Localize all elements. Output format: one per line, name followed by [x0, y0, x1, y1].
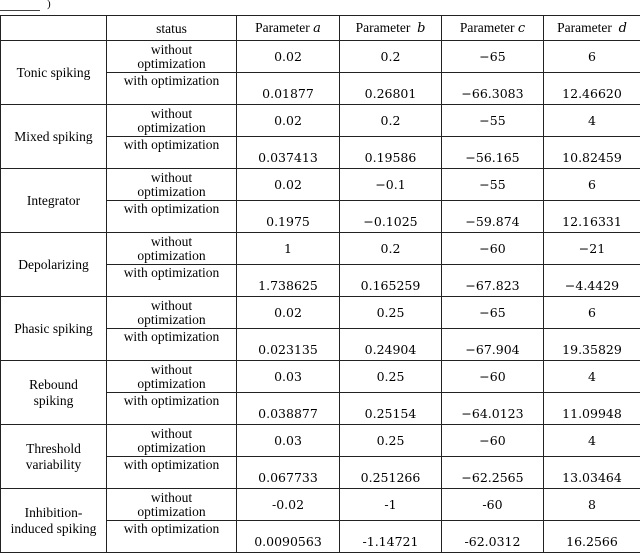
- value-with-param-d: 12.16331: [544, 201, 640, 233]
- header-status: status: [107, 16, 237, 41]
- value-with-param-d: 12.46620: [544, 73, 640, 105]
- value-without-param-b: 0.2: [340, 41, 442, 73]
- value-without-param-c: −60: [442, 425, 544, 457]
- value-with-param-c: −67.823: [442, 265, 544, 297]
- value-with-param-a: 0.023135: [237, 329, 340, 361]
- value-with-param-a: 0.0090563: [237, 521, 340, 553]
- status-without: without optimization: [107, 169, 237, 201]
- table-row-without: [1, 425, 640, 457]
- neuron-type: Phasic spiking: [1, 297, 107, 361]
- header-param-c: Parameter c: [442, 16, 544, 41]
- neuron-type: Mixed spiking: [1, 105, 107, 169]
- value-without-param-d: 8: [544, 489, 640, 521]
- status-with: with optimization: [107, 73, 237, 105]
- value-with-param-a: 1.738625: [237, 265, 340, 297]
- value-with-param-b: 0.251266: [340, 457, 442, 489]
- value-with-param-c: −67.904: [442, 329, 544, 361]
- value-with-param-a: 0.01877: [237, 73, 340, 105]
- header-row: [1, 16, 640, 41]
- status-with: with optimization: [107, 457, 237, 489]
- value-without-param-d: 6: [544, 297, 640, 329]
- value-without-param-d: −21: [544, 233, 640, 265]
- value-without-param-c: −60: [442, 361, 544, 393]
- value-with-param-a: 0.038877: [237, 393, 340, 425]
- value-without-param-a: -0.02: [237, 489, 340, 521]
- header-param-d: Parameter d: [544, 16, 640, 41]
- neuron-type: Integrator: [1, 169, 107, 233]
- table-row-without: [1, 41, 640, 73]
- status-without: without optimization: [107, 233, 237, 265]
- value-without-param-b: −0.1: [340, 169, 442, 201]
- corner-rule: [0, 0, 40, 11]
- value-without-param-c: −65: [442, 41, 544, 73]
- table-row-without: [1, 169, 640, 201]
- status-without: without optimization: [107, 425, 237, 457]
- value-with-param-a: 0.067733: [237, 457, 340, 489]
- header-empty: [1, 16, 107, 41]
- neuron-type: Rebound spiking: [1, 361, 107, 425]
- status-without: without optimization: [107, 41, 237, 73]
- value-without-param-a: 0.02: [237, 105, 340, 137]
- table-row-without: [1, 297, 640, 329]
- value-with-param-d: 19.35829: [544, 329, 640, 361]
- status-with: with optimization: [107, 265, 237, 297]
- value-with-param-a: 0.037413: [237, 137, 340, 169]
- neuron-type: Threshold variability: [1, 425, 107, 489]
- value-without-param-a: 0.03: [237, 425, 340, 457]
- value-with-param-c: −59.874: [442, 201, 544, 233]
- header-param-a: Parameter a: [237, 16, 340, 41]
- value-with-param-b: 0.19586: [340, 137, 442, 169]
- value-without-param-a: 0.02: [237, 297, 340, 329]
- value-without-param-d: 4: [544, 361, 640, 393]
- table-row-without: [1, 489, 640, 521]
- value-without-param-a: 0.03: [237, 361, 340, 393]
- status-without: without optimization: [107, 105, 237, 137]
- neuron-type: Depolarizing: [1, 233, 107, 297]
- value-with-param-c: −56.165: [442, 137, 544, 169]
- value-without-param-d: 4: [544, 105, 640, 137]
- table-row-without: [1, 233, 640, 265]
- value-without-param-d: 6: [544, 169, 640, 201]
- status-with: with optimization: [107, 393, 237, 425]
- value-without-param-c: -60: [442, 489, 544, 521]
- value-with-param-d: 11.09948: [544, 393, 640, 425]
- status-with: with optimization: [107, 201, 237, 233]
- value-without-param-c: −55: [442, 169, 544, 201]
- value-with-param-c: −62.2565: [442, 457, 544, 489]
- value-without-param-d: 4: [544, 425, 640, 457]
- table-row-without: [1, 361, 640, 393]
- value-without-param-a: 0.02: [237, 41, 340, 73]
- value-with-param-d: 10.82459: [544, 137, 640, 169]
- value-without-param-c: −55: [442, 105, 544, 137]
- status-with: with optimization: [107, 329, 237, 361]
- value-without-param-b: 0.25: [340, 425, 442, 457]
- corner-mark: ): [47, 0, 51, 10]
- value-with-param-b: -1.14721: [340, 521, 442, 553]
- value-without-param-b: -1: [340, 489, 442, 521]
- value-with-param-c: −66.3083: [442, 73, 544, 105]
- value-without-param-d: 6: [544, 41, 640, 73]
- value-without-param-b: 0.2: [340, 105, 442, 137]
- value-with-param-d: 13.03464: [544, 457, 640, 489]
- value-without-param-c: −65: [442, 297, 544, 329]
- value-without-param-b: 0.25: [340, 297, 442, 329]
- table-row-without: [1, 105, 640, 137]
- status-without: without optimization: [107, 297, 237, 329]
- value-without-param-a: 0.02: [237, 169, 340, 201]
- value-with-param-d: 16.2566: [544, 521, 640, 553]
- status-with: with optimization: [107, 137, 237, 169]
- neuron-type: Inhibition- induced spiking: [1, 489, 107, 553]
- value-with-param-b: 0.26801: [340, 73, 442, 105]
- status-with: with optimization: [107, 521, 237, 553]
- value-without-param-b: 0.25: [340, 361, 442, 393]
- neuron-type: Tonic spiking: [1, 41, 107, 105]
- value-with-param-b: 0.165259: [340, 265, 442, 297]
- value-without-param-a: 1: [237, 233, 340, 265]
- value-with-param-d: −4.4429: [544, 265, 640, 297]
- value-with-param-c: −64.0123: [442, 393, 544, 425]
- parameter-table: [0, 15, 640, 553]
- value-without-param-c: −60: [442, 233, 544, 265]
- value-with-param-b: 0.24904: [340, 329, 442, 361]
- value-without-param-b: 0.2: [340, 233, 442, 265]
- value-with-param-b: 0.25154: [340, 393, 442, 425]
- header-param-b: Parameter b: [340, 16, 442, 41]
- value-with-param-c: -62.0312: [442, 521, 544, 553]
- status-without: without optimization: [107, 489, 237, 521]
- status-without: without optimization: [107, 361, 237, 393]
- value-with-param-a: 0.1975: [237, 201, 340, 233]
- value-with-param-b: −0.1025: [340, 201, 442, 233]
